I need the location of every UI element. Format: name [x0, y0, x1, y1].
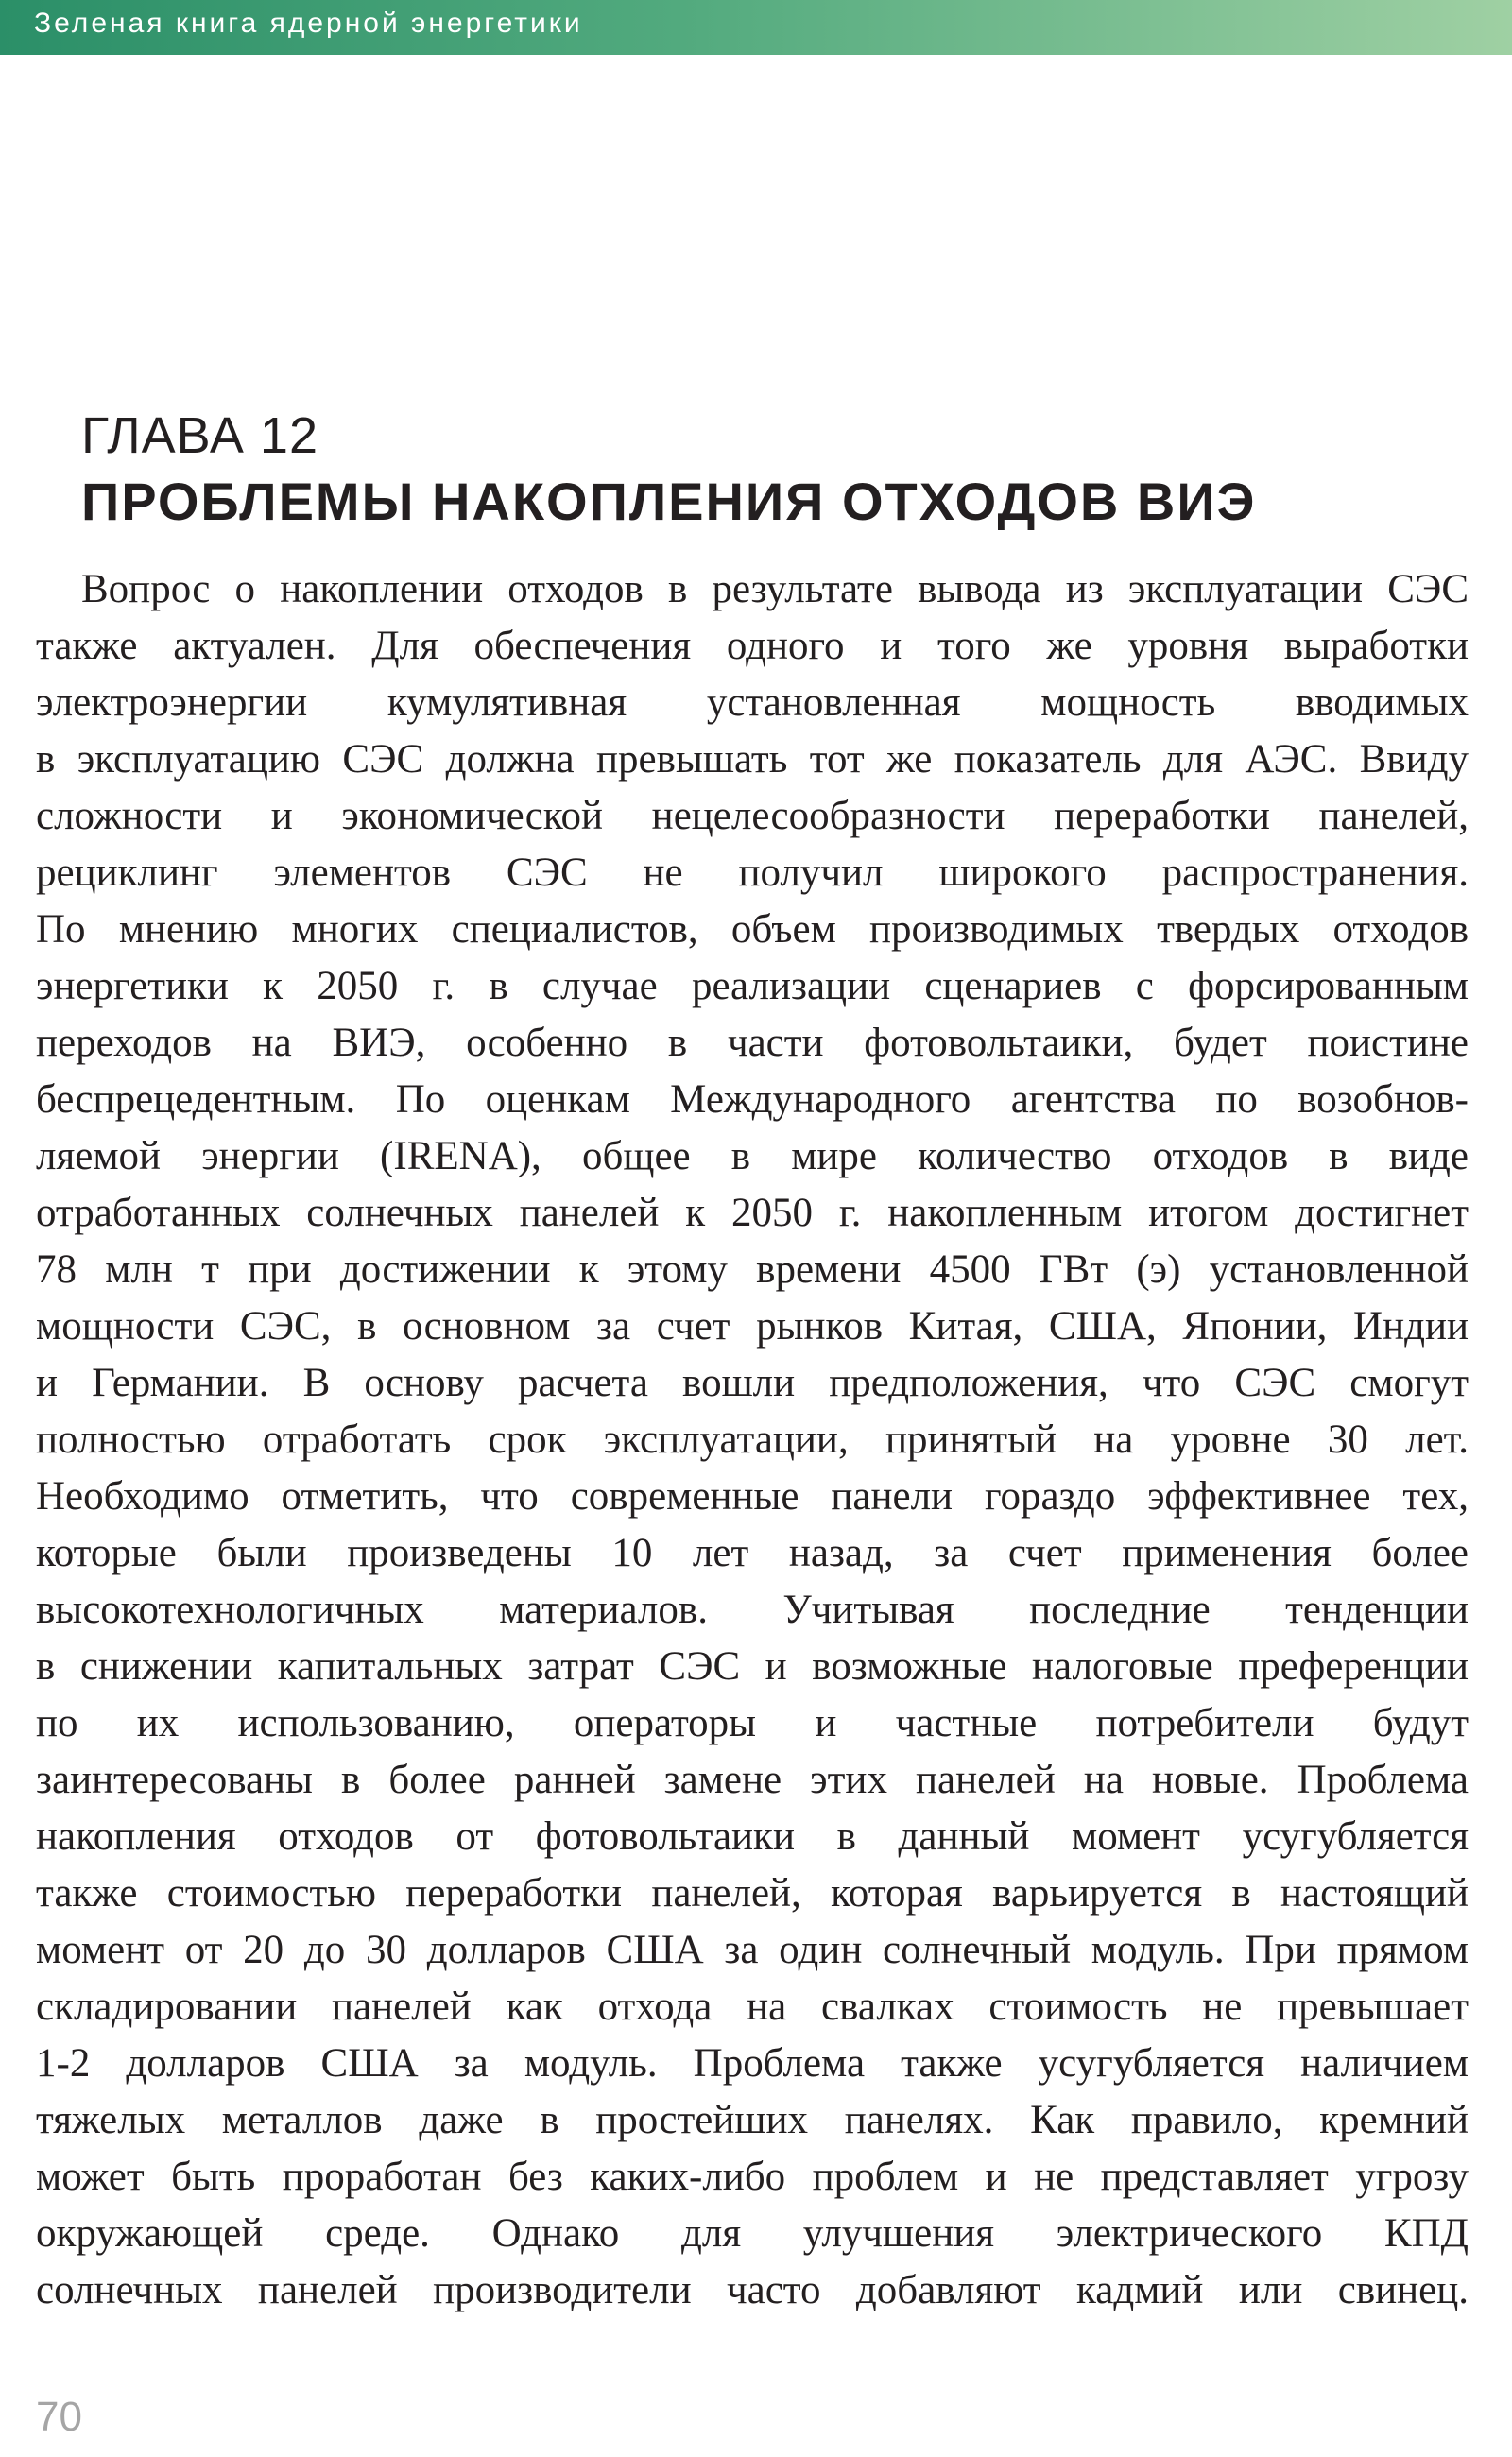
body-line: 1-2 долларов США за модуль. Проблема также усугубляется наличием — [36, 2041, 1469, 2086]
body-line: отработанных солнечных панелей к 2050 г. накопленным итогом достигнет — [36, 1191, 1469, 1235]
running-header-title: Зеленая книга ядерной энергетики — [34, 8, 583, 39]
body-line: ляемой энергии (IRENA), общее в мире количество отходов в виде — [36, 1134, 1469, 1178]
body-line: По мнению многих специалистов, объем производимых твердых отходов — [36, 907, 1469, 952]
body-line: может быть проработан без каких-либо проблем и не представляет угрозу — [36, 2155, 1469, 2199]
body-line: сложности и экономической нецелесообразности переработки панелей, — [36, 794, 1469, 838]
body-line: 78 млн т при достижении к этому времени 4500 ГВт (э) установленной — [36, 1247, 1469, 1292]
body-line: в снижении капитальных затрат СЭС и возможные налоговые преференции — [36, 1644, 1469, 1689]
body-paragraph — [36, 561, 1469, 2319]
body-line: накопления отходов от фотовольтаики в данный момент усугубляется — [36, 1814, 1469, 1859]
body-line: переходов на ВИЭ, особенно в части фотовольтаики, будет поистине — [36, 1021, 1469, 1065]
body-line: солнечных панелей производители часто добавляют кадмий или свинец. — [36, 2268, 1469, 2312]
body-line: и Германии. В основу расчета вошли предположения, что СЭС смогут — [36, 1361, 1469, 1405]
running-header — [0, 0, 1512, 55]
page-number: 70 — [36, 2394, 82, 2440]
body-line: складировании панелей как отхода на свалках стоимость не превышает — [36, 1984, 1469, 2029]
body-line: которые были произведены 10 лет назад, за счет применения более — [36, 1531, 1469, 1575]
body-line: высокотехнологичных материалов. Учитывая последние тенденции — [36, 1588, 1469, 1632]
body-line: электроэнергии кумулятивная установленная мощность вводимых — [36, 680, 1469, 725]
body-line: полностью отработать срок эксплуатации, принятый на уровне 30 лет. — [36, 1418, 1469, 1462]
body-line: также стоимостью переработки панелей, которая варьируется в настоящий — [36, 1871, 1469, 1916]
body-line: Необходимо отметить, что современные панели гораздо эффективнее тех, — [36, 1474, 1469, 1519]
body-line: энергетики к 2050 г. в случае реализации сценариев с форсированным — [36, 964, 1469, 1008]
chapter-title: ПРОБЛЕМЫ НАКОПЛЕНИЯ ОТХОДОВ ВИЭ — [81, 472, 1257, 531]
body-line: тяжелых металлов даже в простейших панелях. Как правило, кремний — [36, 2098, 1469, 2142]
body-line: по их использованию, операторы и частные потребители будут — [36, 1701, 1469, 1745]
body-line: рециклинг элементов СЭС не получил широкого распространения. — [36, 850, 1469, 895]
chapter-number: ГЛАВА 12 — [81, 407, 318, 464]
body-line: заинтересованы в более ранней замене этих панелей на новые. Проблема — [36, 1758, 1469, 1802]
body-line: беспрецедентным. По оценкам Международного агентства по возобнов- — [36, 1077, 1469, 1122]
body-line: также актуален. Для обеспечения одного и того же уровня выработки — [36, 624, 1469, 668]
body-line: в эксплуатацию СЭС должна превышать тот же показатель для АЭС. Ввиду — [36, 737, 1469, 782]
body-line: Вопрос о накоплении отходов в результате вывода из эксплуатации СЭС — [81, 567, 1469, 611]
body-line: мощности СЭС, в основном за счет рынков Китая, США, Японии, Индии — [36, 1304, 1469, 1349]
body-line: окружающей среде. Однако для улучшения электрического КПД — [36, 2211, 1469, 2256]
body-line: момент от 20 до 30 долларов США за один солнечный модуль. При прямом — [36, 1928, 1469, 1972]
